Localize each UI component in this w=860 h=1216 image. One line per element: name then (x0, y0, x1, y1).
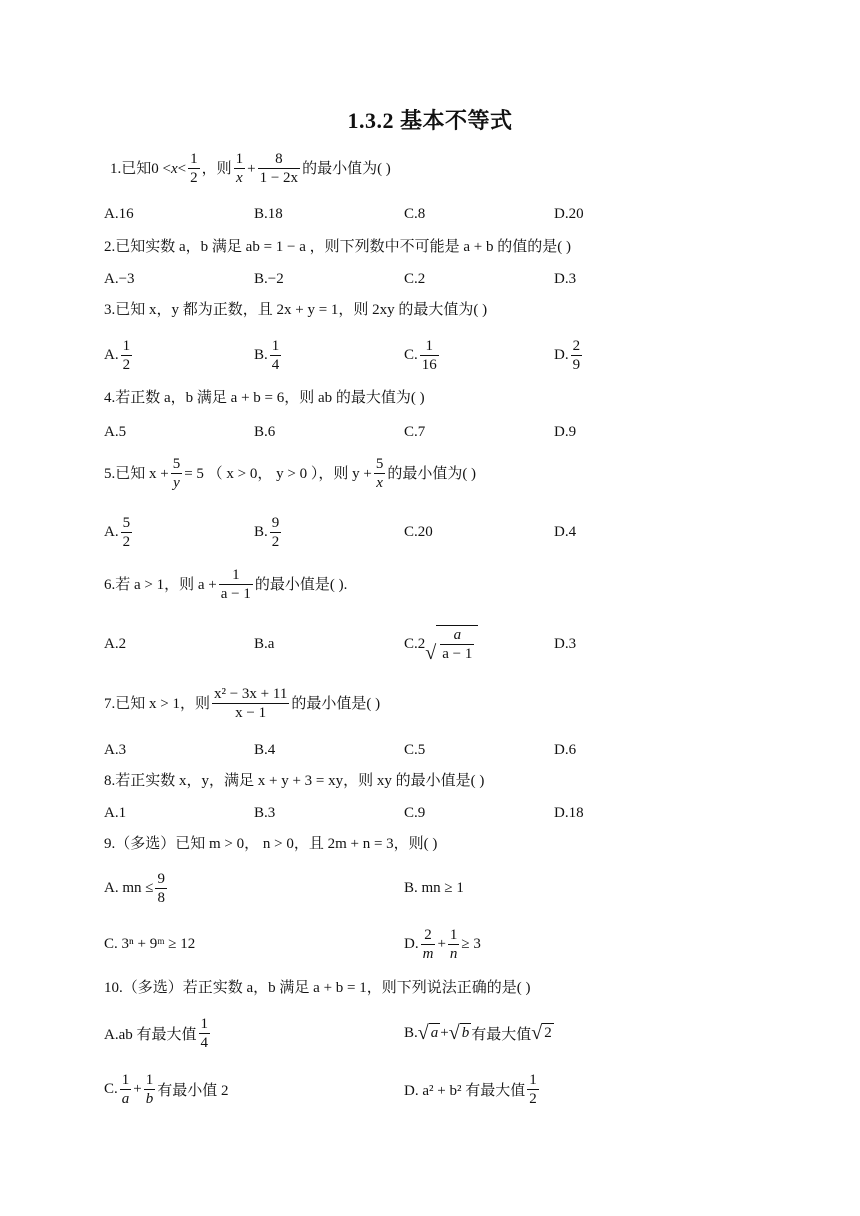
q2-options (104, 257, 744, 301)
q7-option-d[interactable]: D.6 (554, 741, 577, 758)
q7-option-b[interactable]: B.4 (254, 741, 276, 758)
sqrt-symbol: √ b (448, 1022, 470, 1044)
q6-option-a[interactable]: A.2 (104, 635, 127, 652)
q5-option-c[interactable]: C.20 (404, 523, 433, 540)
q8-options (104, 791, 744, 835)
q10-option-c[interactable]: C. $\frac{1}{a}$ + $\frac{1}{b}$ 有最小值 2 (104, 1071, 229, 1107)
q8-option-b[interactable]: B.3 (254, 804, 276, 821)
q1-end: 的最小值为( ) (302, 160, 391, 177)
q1-plus: + (247, 160, 256, 177)
sqrt-symbol: √ a (417, 1022, 439, 1044)
q4-option-a[interactable]: A.5 (104, 423, 127, 440)
q6-pre: 6.若 a > 1，则 a + (104, 576, 217, 593)
q5-mid: = 5 （ x > 0， y > 0 ），则 y + (184, 465, 372, 482)
question-7 (104, 685, 380, 722)
q10-option-b[interactable]: B. √ a + √ b 有最大值 √ 2 (404, 1022, 552, 1044)
q2-option-a[interactable]: A.−3 (104, 270, 135, 287)
q9-option-c[interactable]: C. 3ⁿ + 9ᵐ ≥ 12 (104, 935, 196, 952)
q7-fraction: $\frac{\text{x² − 3x + 11}}{x - 1}$ (213, 686, 288, 721)
q1-option-d[interactable]: D.20 (554, 205, 584, 222)
q9-option-b[interactable]: B. mn ≥ 1 (404, 879, 464, 896)
q3-options (104, 333, 744, 377)
q1-lt: < (177, 160, 187, 177)
q1-option-b[interactable]: B.18 (254, 205, 283, 222)
q5-fraction-2: $\frac{5}{x}$ (375, 456, 384, 491)
q3-option-d[interactable]: D. $\frac{2}{9}$ (554, 337, 581, 373)
question-4: 4.若正数 a，b 满足 a + b = 6，则 ab 的最大值为( ) (104, 390, 425, 406)
q1-options (104, 192, 744, 236)
q6-option-c[interactable]: C.2 √ $\frac{a}{a - 1}$ (404, 622, 478, 666)
q5-options (104, 510, 744, 554)
q3-option-c[interactable]: C. $\frac{1}{16}$ (404, 337, 437, 373)
page-title: 1.3.2 基本不等式 (347, 108, 513, 133)
q7-end: 的最小值是( ) (291, 695, 381, 712)
q9-options-row-2 (104, 922, 744, 966)
q4-option-c[interactable]: C.7 (404, 423, 426, 440)
q5-option-d[interactable]: D.4 (554, 523, 577, 540)
q8-option-a[interactable]: A.1 (104, 804, 127, 821)
q7-pre: 7.已知 x > 1，则 (104, 695, 210, 712)
q9-option-a[interactable]: A. mn ≤ $\frac{9}{8}$ (104, 870, 165, 906)
q7-option-c[interactable]: C.5 (404, 741, 426, 758)
q5-fraction-1: $\frac{5}{y}$ (172, 456, 181, 491)
q1-half-fraction: $\frac{1}{2}$ (190, 151, 198, 186)
q4-options (104, 410, 744, 454)
q6-options (104, 622, 744, 666)
q1-fraction-1: $\frac{1}{x}$ (235, 151, 244, 186)
q5-pre: 5.已知 x + (104, 465, 169, 482)
q3-option-a[interactable]: A. $\frac{1}{2}$ (104, 337, 131, 373)
sqrt-symbol: √ 2 (531, 1022, 552, 1044)
q6-option-b[interactable]: B.a (254, 635, 275, 652)
q10-option-d[interactable]: D. a² + b² 有最大值 $\frac{1}{2}$ (404, 1071, 537, 1107)
question-5 (104, 455, 476, 492)
q9-option-d[interactable]: D. $\frac{2}{m}$ + $\frac{1}{n}$ ≥ 3 (404, 926, 481, 962)
q10-options-row-1 (104, 1011, 744, 1055)
q4-option-b[interactable]: B.6 (254, 423, 276, 440)
q3-option-b[interactable]: B. $\frac{1}{4}$ (254, 337, 280, 373)
question-9: 9.（多选）已知 m > 0， n > 0，且 2m + n = 3，则( ) (104, 836, 438, 852)
q7-options (104, 728, 744, 772)
question-2: 2.已知实数 a，b 满足 ab = 1 − a ，则下列数中不可能是 a + b 的值的是( ) (104, 239, 572, 255)
question-6 (104, 566, 347, 603)
q1-option-a[interactable]: A.16 (104, 205, 134, 222)
q6-fraction: $\frac{1}{a - 1}$ (220, 567, 251, 602)
question-8: 8.若正实数 x，y，满足 x + y + 3 = xy，则 xy 的最小值是( ) (104, 773, 485, 789)
q4-option-d[interactable]: D.9 (554, 423, 577, 440)
q8-option-d[interactable]: D.18 (554, 804, 584, 821)
q1-mid: ，则 (201, 160, 232, 177)
question-10: 10.（多选）若正实数 a，b 满足 a + b = 1，则下列说法正确的是( ) (104, 980, 531, 996)
q1-option-c[interactable]: C.8 (404, 205, 426, 222)
sqrt-symbol: √ $\frac{a}{a - 1}$ (425, 625, 478, 663)
q9-options-row-1 (104, 866, 744, 910)
q7-option-a[interactable]: A.3 (104, 741, 127, 758)
q5-option-a[interactable]: A. $\frac{5}{2}$ (104, 514, 131, 550)
q1-fraction-2: $\frac{8}{1 - 2x}$ (259, 151, 299, 186)
q1-var: x (170, 160, 178, 177)
q10-option-a[interactable]: A.ab 有最大值 $\frac{1}{4}$ (104, 1015, 208, 1051)
q5-end: 的最小值为( ) (387, 465, 477, 482)
q1-stem: 1.已知0 < (110, 160, 171, 177)
q6-option-d[interactable]: D.3 (554, 635, 577, 652)
q2-option-c[interactable]: C.2 (404, 270, 426, 287)
question-1 (110, 150, 391, 187)
q6-end: 的最小值是( ). (254, 576, 348, 593)
q2-option-b[interactable]: B.−2 (254, 270, 284, 287)
q2-option-d[interactable]: D.3 (554, 270, 577, 287)
question-3: 3.已知 x，y 都为正数，且 2x + y = 1，则 2xy 的最大值为( ) (104, 302, 488, 318)
q8-option-c[interactable]: C.9 (404, 804, 426, 821)
q5-option-b[interactable]: B. $\frac{9}{2}$ (254, 514, 280, 550)
q10-options-row-2 (104, 1067, 744, 1111)
